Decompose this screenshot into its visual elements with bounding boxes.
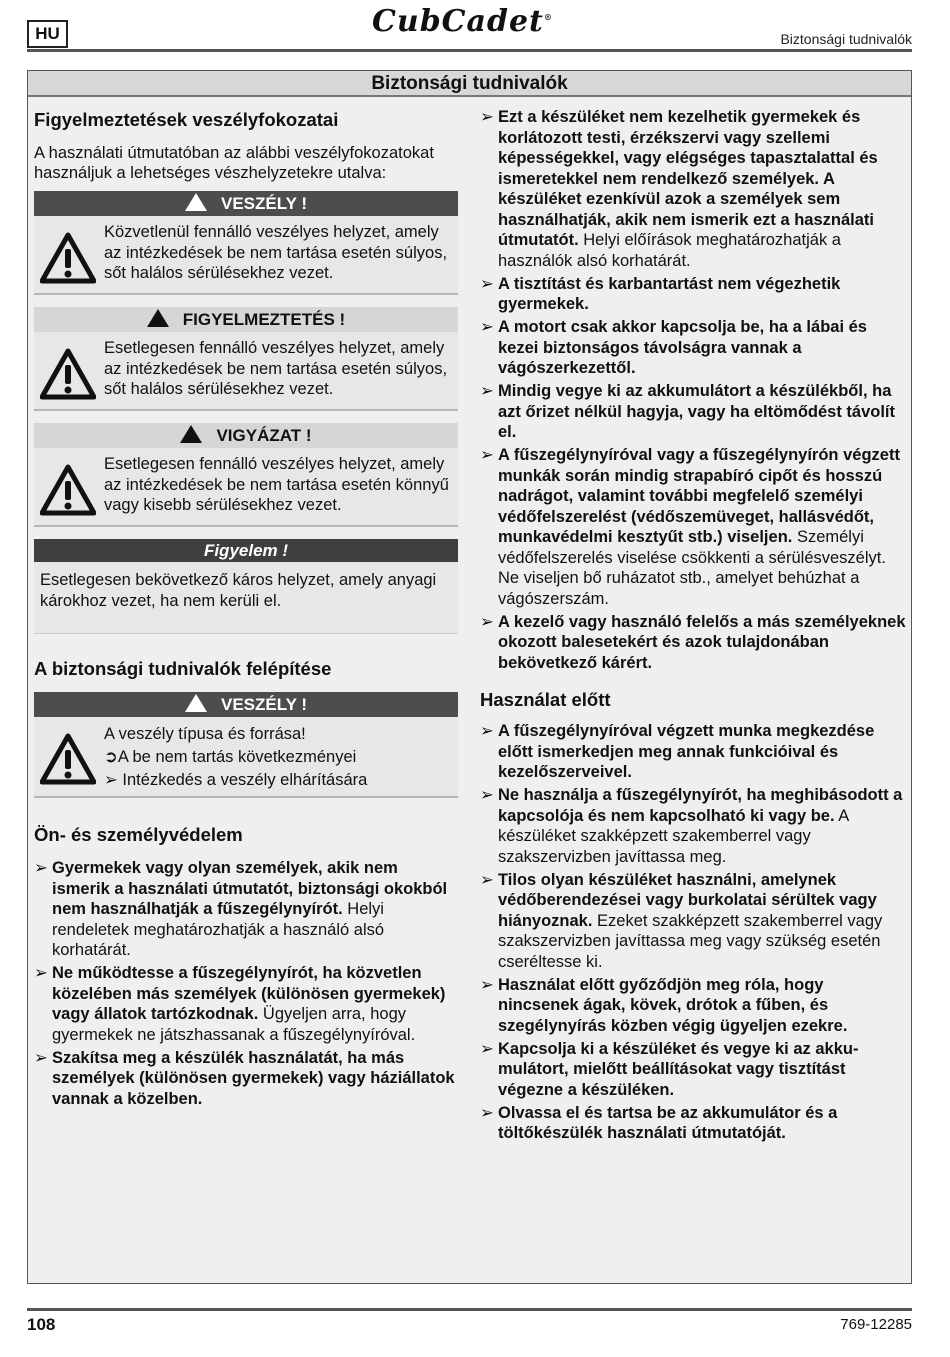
- caution-bar: VIGYÁZAT !: [34, 423, 458, 448]
- caution-box: [34, 423, 458, 527]
- warning-box: [34, 307, 458, 411]
- list-item: ➢ A kezelő vagy használó felelős a más személyeknek okozott balesetekért és azok tulajdonában bekövetkező kárért.: [480, 612, 906, 672]
- structure-line-measure: ➢ Intézkedés a veszély elhárítására: [104, 771, 368, 789]
- heading-structure: A biztonsági tudnivalók felépítése: [34, 658, 332, 679]
- heading-before-use: Használat előtt: [480, 689, 611, 710]
- danger-text: Közvetlenül fennálló veszélyes helyzet, amely az intézkedések be nem tartása esetén súlyos, sőt halálos sérülésekhez vezet.: [104, 223, 448, 282]
- list-item: ➢ Tilos olyan készüléket használni, amelynek védőberendezései vagy burkolatai sérültek vagy hiányoznak. Ezeket szakképzett szakemberrel vagy szakszervizben javíttassa meg vagy szükség esetén cseréltesse ki.: [480, 870, 883, 971]
- arrow-bullet-icon: ➢: [480, 382, 494, 400]
- header-rule: [27, 49, 912, 52]
- arrow-bullet-icon: ➢: [104, 771, 118, 789]
- intro-text: A használati útmutatóban az alábbi veszélyfokozatokat használjuk a lehetséges vészhelyzetekre utalva:: [34, 144, 434, 182]
- arrow-bullet-icon: ➢: [480, 870, 494, 889]
- list-item: ➢ A motort csak akkor kapcsolja be, ha a lábai és kezei biztonságos távolságra vannak a vágószerkezettől.: [480, 318, 867, 377]
- list-item: ➢ Ezt a készüléket nem kezelhetik gyermekek és korlátozott testi, érzékszervi vagy szellemi képességekkel, vagy elégséges tapasztalattal és ismeretekkel nem rendelkező személyek. A készüléket ezenkívül azok a személyek sem használhatják, akik nem ismerik ezt a használati útmutatót. Helyi előírások meghatározhatják a használók alsó korhatárát.: [480, 108, 878, 270]
- danger-box: [34, 191, 458, 295]
- list-item: ➢ Mindig vegye ki az akkumulátort a készülékből, ha azt őrizet nélkül hagyja, vagy ha eltömődést távolít el.: [480, 382, 896, 441]
- list-item: ➢ Kapcsolja ki a készüléket és vegye ki az akkumulátort, mielőtt beállításokat vagy tisztítást végezne a készüléken.: [480, 1039, 859, 1099]
- note-bar: Figyelem !: [34, 539, 458, 562]
- arrow-bullet-icon: ➢: [480, 612, 494, 631]
- list-item: ➢ Szakítsa meg a készülék használatát, ha más személyek (különösen gyermekek) vagy háziállatok vannak a közelben.: [34, 1048, 455, 1108]
- arrow-bullet-icon: ➢: [34, 964, 48, 982]
- list-item: ➢ A tisztítást és karbantartást nem végezhetik gyermekek.: [480, 274, 841, 313]
- protection-list: [34, 858, 458, 1109]
- left-column: [34, 109, 458, 1112]
- structure-box: [34, 692, 458, 798]
- list-item: ➢ Olvassa el és tartsa be az akkumulátor és a töltőkészülék használati útmutatóját.: [480, 1103, 838, 1142]
- rules-list: [480, 107, 906, 673]
- note-text: Esetlegesen bekövetkező káros helyzet, amely anyagi károkhoz vezet, ha nem kerüli el.: [34, 562, 458, 634]
- arrow-bullet-icon: ➢: [34, 1048, 48, 1067]
- header-section-title: Biztonsági tudnivalók: [780, 31, 912, 47]
- warning-triangle-icon: [40, 222, 100, 289]
- heading-levels: Figyelmeztetések veszélyfokozatai: [34, 109, 339, 130]
- warning-triangle-icon: [40, 723, 100, 792]
- before-use-list: [480, 721, 906, 1144]
- structure-line-source: A veszély típusa és forrása!: [104, 725, 306, 743]
- arrow-bullet-icon: ➢: [480, 108, 494, 126]
- warning-triangle-icon: [40, 338, 100, 405]
- right-column: [480, 107, 906, 1146]
- frame-title: Biztonsági tudnivalók: [28, 71, 911, 97]
- list-item: ➢ Ne használja a fűszegélynyírót, ha meghibásodott a kapcsolója és nem kapcsolható ki vagy be. A készüléket szakképzett szakemberrel vagy szakszervizben javíttassa meg.: [480, 786, 903, 866]
- footer-rule: [27, 1308, 912, 1311]
- danger-bar: VESZÉLY !: [34, 191, 458, 216]
- arrow-bullet-icon: ➢: [34, 859, 48, 877]
- list-item: ➢ Ne működtesse a fűszegélynyírót, ha közvetlen közelében más személyek (különösen gyermekek) vagy állatok tartózkodnak. Ügyeljen arra, hogy gyermekek ne játszhassanak a fűszegélynyíróval.: [34, 964, 446, 1044]
- brand-logo: CubCadet®: [372, 4, 553, 39]
- list-item: ➢ A fűszegélynyíróval végzett munka megkezdése előtt ismerkedjen meg annak funkcióival és kezelőszerveivel.: [480, 722, 875, 781]
- arrow-bullet-icon: ➢: [480, 722, 494, 740]
- arrow-bullet-icon: ➢: [480, 274, 494, 293]
- warning-triangle-icon: [40, 454, 100, 521]
- warning-triangle-icon: [147, 309, 169, 327]
- warning-bar: FIGYELMEZTETÉS !: [34, 307, 458, 332]
- list-item: ➢ Gyermekek vagy olyan személyek, akik nem ismerik a használati útmutatót, biztonsági okokból nem használhatják a fűszegélynyírót. Helyi rendeletek meghatározhatják a használó alsó korhatárát.: [34, 859, 448, 959]
- arrow-bullet-icon: ➢: [480, 446, 494, 464]
- list-item: ➢ Használat előtt győződjön meg róla, hogy nincsenek ágak, kövek, drótok a fűben, és szegélynyírás közben végig ügyeljen ezekre.: [480, 975, 848, 1035]
- arrow-bullet-icon: ➢: [480, 975, 494, 994]
- arrow-bullet-icon: ➢: [480, 1103, 494, 1122]
- caution-text: Esetlegesen fennálló veszélyes helyzet, amely az intézkedések be nem tartása esetén könnyű vagy kisebb sérülésekhez vezet.: [104, 455, 449, 514]
- content-frame: [27, 70, 912, 1284]
- document-number: 769-12285: [840, 1316, 912, 1333]
- warning-triangle-icon: [185, 193, 207, 211]
- note-box: [34, 539, 458, 634]
- heading-protection: Ön- és személyvédelem: [34, 824, 243, 845]
- arrow-bullet-icon: ➢: [480, 786, 494, 804]
- structure-line-consequence: ➲A be nem tartás következményei: [104, 748, 357, 766]
- warning-triangle-icon: [180, 425, 202, 443]
- warning-triangle-icon: [185, 694, 207, 712]
- arrow-bullet-icon: ➢: [480, 318, 494, 336]
- warning-text: Esetlegesen fennálló veszélyes helyzet, amely az intézkedések be nem tartása esetén súlyos, sőt halálos sérülésekhez vezet.: [104, 339, 448, 398]
- page-number: 108: [27, 1315, 56, 1334]
- list-item: ➢ A fűszegélynyíróval vagy a fűszegélynyírón végzett munkák során mindig strapabíró cipőt és hosszú nadrágot, valamint további megfelelő személyi védőfelszerelést (védőszemüveget, hallásvédőt, munkavédelmi kesztyűt stb.) viseljen. Személyi védőfelszerelés viselése csökkenti a sérülésveszélyt. Ne viseljen bő ruházatot stb., amelyet behúzhat a vágószerszám.: [480, 446, 900, 608]
- arrow-bullet-icon: ➢: [480, 1039, 494, 1058]
- language-badge: HU: [27, 20, 68, 48]
- circle-arrow-icon: ➲: [104, 748, 118, 766]
- structure-bar: VESZÉLY !: [34, 692, 458, 717]
